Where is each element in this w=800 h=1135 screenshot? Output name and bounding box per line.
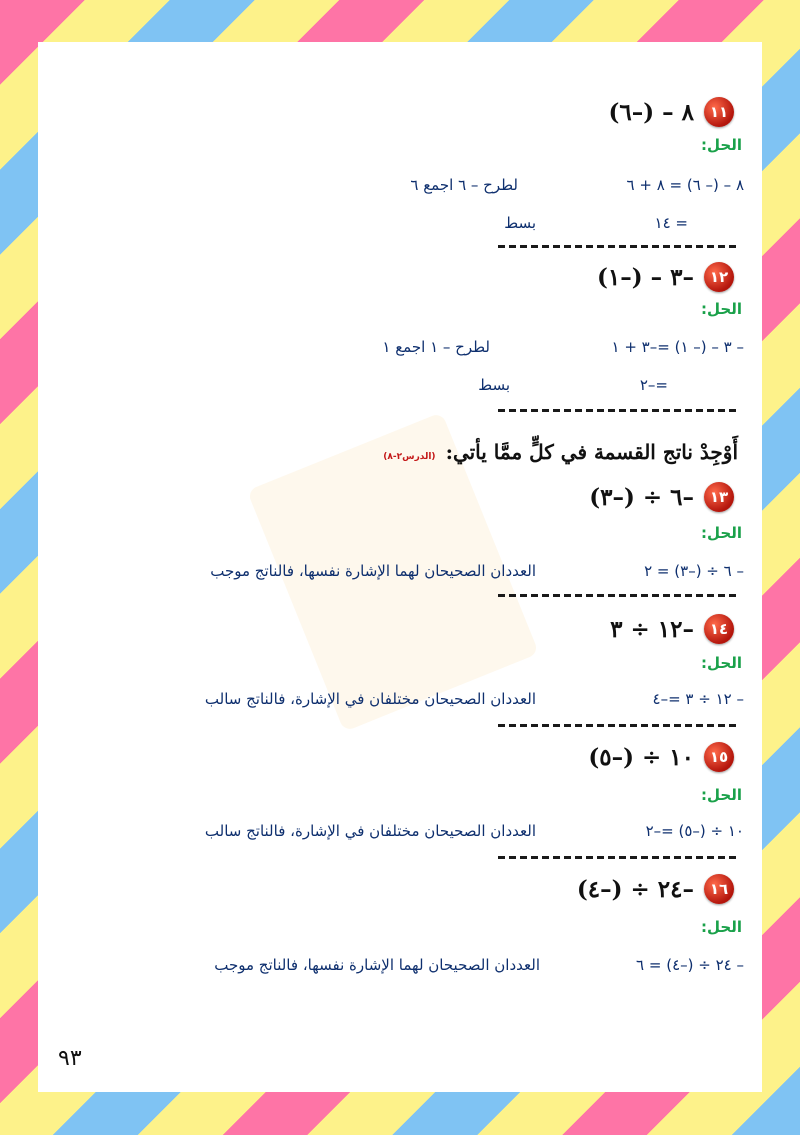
solution-math: =–٢ xyxy=(639,376,668,394)
solution-math: ٨ – (– ٦) = ٨ + ٦ xyxy=(626,176,744,194)
problem-number-badge: ١٢ xyxy=(704,262,734,292)
solution-note: لطرح – ١ اجمع ١ xyxy=(382,338,490,356)
solution-label: الحل: xyxy=(701,918,742,936)
problem-12-header xyxy=(597,262,734,292)
solution-label: الحل: xyxy=(701,524,742,542)
solution-note: العددان الصحيحان مختلفان في الإشارة، فالناتج سالب xyxy=(204,822,536,840)
solution-math: – ١٢ ÷ ٣ =–٤ xyxy=(652,690,744,708)
solution-note: بسط xyxy=(478,376,510,394)
lesson-reference: (الدرس٢-٨) xyxy=(383,452,436,462)
dashed-separator xyxy=(498,245,740,248)
problem-expression: –٣ – (–١) xyxy=(596,263,694,291)
section-heading xyxy=(383,440,738,464)
solution-label: الحل: xyxy=(701,136,742,154)
solution-math: – ٢٤ ÷ (–٤) = ٦ xyxy=(636,956,744,974)
problem-expression: –١٢ ÷ ٣ xyxy=(610,615,694,643)
problem-expression: ٨ – (–٦) xyxy=(608,98,694,126)
solution-math: – ٣ – (– ١) =–٣ + ١ xyxy=(611,338,744,356)
solution-note: العددان الصحيحان لهما الإشارة نفسها، فالناتج موجب xyxy=(210,562,536,580)
division-instructions: أَوْجِدْ ناتج القسمة في كلٍّ ممَّا يأتي: xyxy=(445,440,738,464)
problem-14-header xyxy=(610,614,734,644)
problem-11-header xyxy=(608,97,734,127)
dashed-separator xyxy=(498,409,740,412)
worksheet-page xyxy=(38,42,762,1092)
problem-15-header xyxy=(588,742,734,772)
page-number: ٩٣ xyxy=(58,1046,82,1071)
solution-label: الحل: xyxy=(701,300,742,318)
problem-number-badge: ١١ xyxy=(704,97,734,127)
solution-label: الحل: xyxy=(701,786,742,804)
dashed-separator xyxy=(498,856,740,859)
problem-expression: ١٠ ÷ (–٥) xyxy=(588,743,694,771)
solution-math: = ١٤ xyxy=(654,214,688,232)
solution-note: لطرح – ٦ اجمع ٦ xyxy=(410,176,518,194)
problem-number-badge: ١٣ xyxy=(704,482,734,512)
solution-math: – ٦ ÷ (–٣) = ٢ xyxy=(644,562,744,580)
problem-number-badge: ١٤ xyxy=(704,614,734,644)
solution-note: العددان الصحيحان لهما الإشارة نفسها، فالناتج موجب xyxy=(214,956,540,974)
solution-label: الحل: xyxy=(701,654,742,672)
problem-expression: –٢٤ ÷ (–٤) xyxy=(576,875,694,903)
problem-expression: –٦ ÷ (–٣) xyxy=(589,483,694,511)
dashed-separator xyxy=(498,594,740,597)
solution-math: ١٠ ÷ (–٥) =–٢ xyxy=(645,822,744,840)
solution-note: العددان الصحيحان مختلفان في الإشارة، فالناتج سالب xyxy=(204,690,536,708)
problem-16-header xyxy=(577,874,734,904)
problem-13-header xyxy=(589,482,734,512)
problem-number-badge: ١٦ xyxy=(704,874,734,904)
dashed-separator xyxy=(498,724,740,727)
solution-note: بسط xyxy=(504,214,536,232)
problem-number-badge: ١٥ xyxy=(704,742,734,772)
